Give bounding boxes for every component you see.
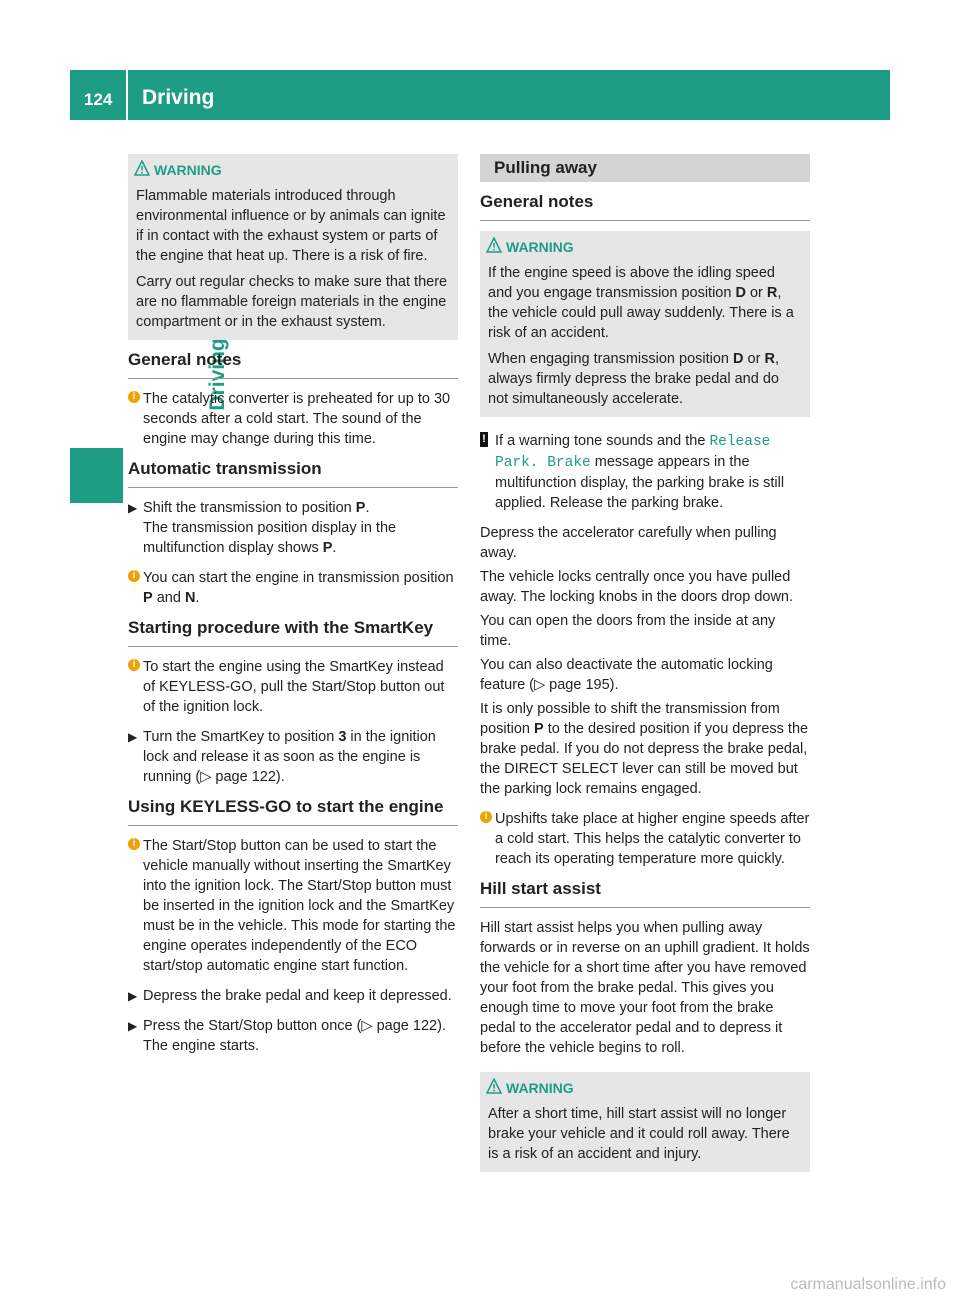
section-heading: Starting procedure with the SmartKey bbox=[128, 618, 458, 647]
info-icon: i bbox=[128, 838, 140, 850]
warning-box bbox=[480, 1072, 810, 1172]
section-heading: General notes bbox=[480, 192, 810, 221]
info-note: i You can start the engine in transmission position P and N. bbox=[128, 568, 458, 608]
caution-note: ! If a warning tone sounds and the Release Park. Brake message appears in the multifunction display, the parking brake is still applied. Release the parking brake. bbox=[480, 431, 810, 513]
paragraph: It is only possible to shift the transmission from position P to the desired position if you depress the brake pedal. If you do not depress the brake pedal, the DIRECT SELECT lever can still be moved but the parking lock remains engaged. bbox=[480, 701, 809, 797]
warning-box bbox=[480, 231, 810, 417]
info-icon: i bbox=[128, 391, 140, 403]
info-icon: i bbox=[128, 659, 140, 671]
warning-box bbox=[128, 154, 458, 340]
warning-title: WARNING bbox=[506, 237, 802, 257]
paragraph: Depress the accelerator carefully when pulling away. bbox=[480, 525, 777, 561]
exclamation-icon: ! bbox=[480, 432, 488, 447]
paragraph: You can open the doors from the inside at any time. bbox=[480, 613, 776, 649]
warning-title: WARNING bbox=[506, 1078, 802, 1098]
side-tab-marker bbox=[70, 448, 123, 503]
instruction-step: ▶ Turn the SmartKey to position 3 in the ignition lock and release it as soon as the engine is running (▷ page 122). bbox=[128, 729, 436, 785]
info-icon: i bbox=[480, 811, 492, 823]
info-icon: i bbox=[128, 570, 140, 582]
warning-text: Carry out regular checks to make sure that there are no flammable foreign materials in the engine compartment or in the exhaust system. bbox=[136, 274, 448, 330]
instruction-step: ▶ Depress the brake pedal and keep it depressed. bbox=[128, 988, 452, 1004]
instruction-step: ▶ Press the Start/Stop button once (▷ page 122). The engine starts. bbox=[128, 1018, 446, 1054]
arrow-icon: ▶ bbox=[128, 730, 138, 744]
warning-text: After a short time, hill start assist will no longer brake your vehicle and it could roll away. There is a risk of an accident and injury. bbox=[488, 1106, 790, 1162]
arrow-icon: ▶ bbox=[128, 1019, 138, 1033]
right-column bbox=[480, 154, 810, 1172]
warning-text: Flammable materials introduced through environmental influence or by animals can ignite if in contact with the exhaust system or parts of the engine that heat up. There is a risk of fire. bbox=[136, 188, 446, 264]
info-note: i The Start/Stop button can be used to start the vehicle manually without inserting the SmartKey into the ignition lock. The Start/Stop button must be inserted in the ignition lock and the SmartKey must be in the vehicle. This mode for starting the engine operates independently of the ECO start/stop automatic engine start function. bbox=[128, 836, 458, 976]
paragraph: The vehicle locks centrally once you have pulled away. The locking knobs in the doors drop down. bbox=[480, 569, 794, 605]
section-heading: Automatic transmission bbox=[128, 459, 458, 488]
left-column bbox=[128, 154, 458, 1056]
warning-triangle-icon bbox=[134, 160, 150, 176]
info-note: i Upshifts take place at higher engine speeds after a cold start. This helps the catalytic converter to reach its operating temperature more quickly. bbox=[480, 809, 810, 869]
warning-text: If the engine speed is above the idling speed and you engage transmission position D or R, the vehicle could pull away suddenly. There is a risk of an accident. bbox=[488, 265, 794, 341]
watermark: carmanualsonline.info bbox=[790, 1276, 946, 1293]
warning-text: When engaging transmission position D or R, always firmly depress the brake pedal and do not simultaneously accelerate. bbox=[488, 351, 779, 407]
arrow-icon: ▶ bbox=[128, 989, 138, 1003]
header-divider bbox=[126, 70, 128, 120]
info-note: i The catalytic converter is preheated for up to 30 seconds after a cold start. The sound of the engine may change during this time. bbox=[128, 389, 458, 449]
section-heading: General notes bbox=[128, 350, 458, 379]
paragraph: Hill start assist helps you when pulling away forwards or in reverse on an uphill gradient. It holds the vehicle for a short time after you have removed your foot from the brake pedal. This gives you enough time to move your foot from the brake pedal to the accelerator pedal and to depress it before the vehicle begins to roll. bbox=[480, 920, 810, 1056]
section-heading: Using KEYLESS-GO to start the engine bbox=[128, 797, 458, 826]
paragraph: You can also deactivate the automatic locking feature (▷ page 195). bbox=[480, 657, 773, 693]
warning-title: WARNING bbox=[154, 160, 450, 180]
section-title-bar: Pulling away bbox=[480, 154, 810, 182]
page-header bbox=[70, 70, 890, 120]
chapter-title: Driving bbox=[142, 86, 215, 109]
warning-triangle-icon bbox=[486, 1078, 502, 1094]
instruction-step: ▶ Shift the transmission to position P. The transmission position display in the multifunction display shows P. bbox=[128, 500, 397, 556]
info-note: i To start the engine using the SmartKey instead of KEYLESS-GO, pull the Start/Stop button out of the ignition lock. bbox=[128, 657, 458, 717]
page-number: 124 bbox=[84, 90, 113, 109]
display-message: Release Park. Brake bbox=[495, 434, 771, 471]
warning-triangle-icon bbox=[486, 237, 502, 253]
arrow-icon: ▶ bbox=[128, 501, 138, 515]
section-heading: Hill start assist bbox=[480, 879, 810, 908]
